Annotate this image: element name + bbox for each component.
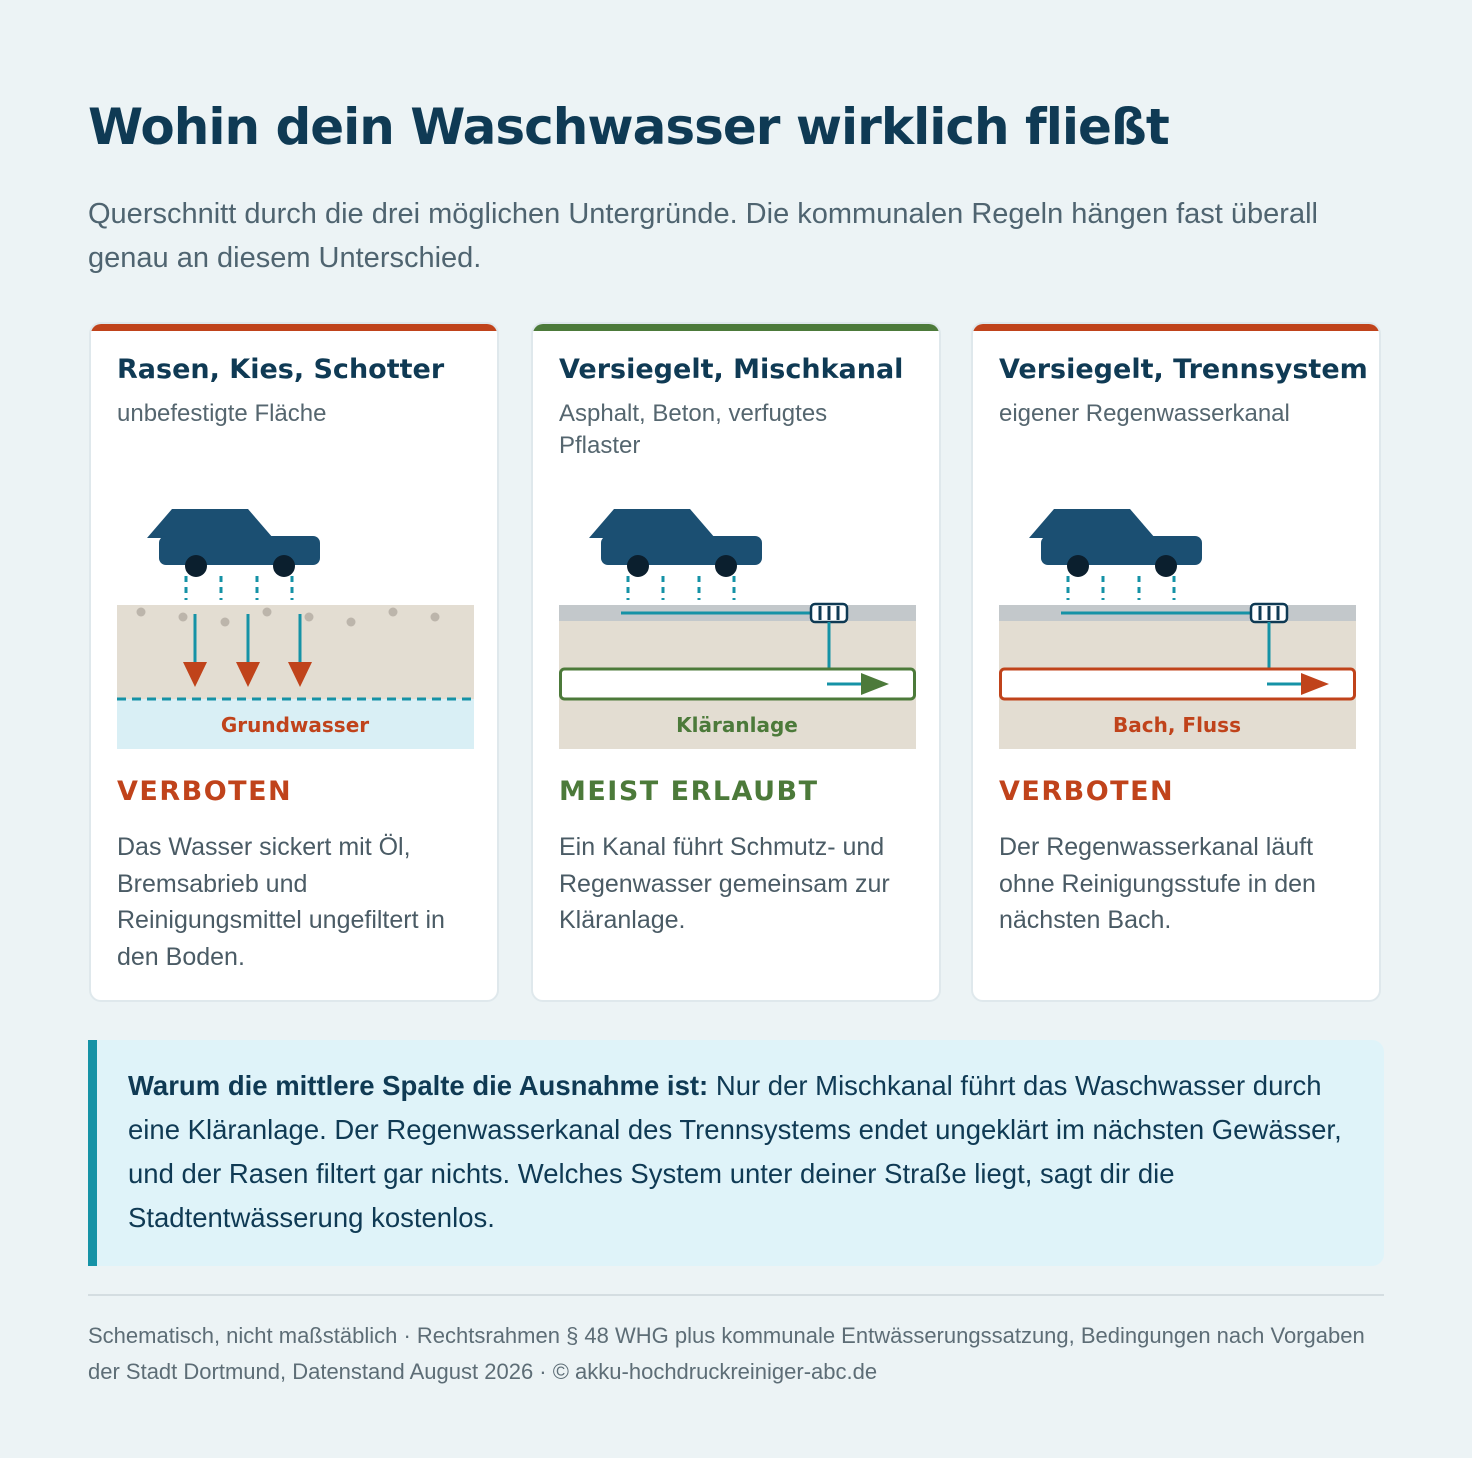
explanation-callout: [88, 1040, 1384, 1266]
dripping-water-icon: [1068, 576, 1174, 600]
card-subtitle: Asphalt, Beton, verfugtes Pflaster: [559, 400, 828, 459]
card-subtitle: unbefestigte Fläche: [117, 400, 327, 427]
callout-text: [128, 1064, 1348, 1240]
car-icon: [1029, 509, 1202, 577]
car-icon: [589, 509, 762, 577]
card-text: Ein Kanal führt Schmutz- und Regenwasser gemeinsam zur Kläranlage.: [559, 833, 890, 934]
card-title: Rasen, Kies, Schotter: [117, 354, 445, 385]
figure-label: Kläranlage: [676, 713, 798, 737]
card-subtitle: eigener Regenwasserkanal: [999, 400, 1290, 427]
callout-body: Nur der Mischkanal führt das Waschwasser durch eine Kläranlage. Der Regenwasserkanal des Trennsystems endet ungeklärt im nächsten Gewässer, und der Rasen filtert gar nichts. Welches System unter deiner Straße liegt, sagt dir die Stadtentwässerung kostenlos.: [128, 1070, 1342, 1233]
card-separate-system: [971, 322, 1381, 1002]
callout-accent-bar: [88, 1040, 97, 1266]
drain-grate-icon: [1251, 604, 1287, 622]
card-status-bar: [91, 324, 497, 331]
card-text: Der Regenwasserkanal läuft ohne Reinigungsstufe in den nächsten Bach.: [999, 833, 1316, 934]
footer-divider: [88, 1294, 1384, 1296]
page-title: Wohin dein Waschwasser wirklich fließt: [88, 98, 1169, 156]
combined-sewer-cross-section-diagram: [559, 494, 916, 749]
figure-label: Grundwasser: [220, 713, 370, 737]
card-text: Das Wasser sickert mit Öl, Bremsabrieb und Reinigungsmittel ungefiltert in den Boden.: [117, 833, 445, 971]
card-status-bar: [533, 324, 939, 331]
callout-lead: Warum die mittlere Spalte die Ausnahme ist:: [128, 1070, 709, 1101]
card-unpaved: [89, 322, 499, 1002]
card-combined-sewer: [531, 322, 941, 1002]
unpaved-cross-section-diagram: [117, 494, 474, 749]
drain-grate-icon: [811, 604, 847, 622]
page-subtitle: Querschnitt durch die drei möglichen Untergründe. Die kommunalen Regeln hängen fast überall genau an diesem Unterschied.: [88, 198, 1318, 274]
dripping-water-icon: [186, 576, 292, 600]
dripping-water-icon: [628, 576, 734, 600]
figure-label: Bach, Fluss: [1113, 713, 1241, 737]
card-status-bar: [973, 324, 1379, 331]
separate-system-cross-section-diagram: [999, 494, 1356, 749]
soil-layer: [117, 605, 474, 699]
card-verdict: MEIST ERLAUBT: [559, 776, 819, 807]
card-title: Versiegelt, Mischkanal: [559, 354, 904, 385]
footer-note: Schematisch, nicht maßstäblich · Rechtsrahmen § 48 WHG plus kommunale Entwässerungssatzung, Bedingungen nach Vorgaben der Stadt Dortmund, Datenstand August 2026 · © akku-hochdruckreiniger-abc.de: [88, 1323, 1365, 1384]
card-title: Versiegelt, Trennsystem: [999, 354, 1368, 385]
card-verdict: VERBOTEN: [999, 776, 1175, 807]
card-verdict: VERBOTEN: [117, 776, 293, 807]
car-icon: [147, 509, 320, 577]
